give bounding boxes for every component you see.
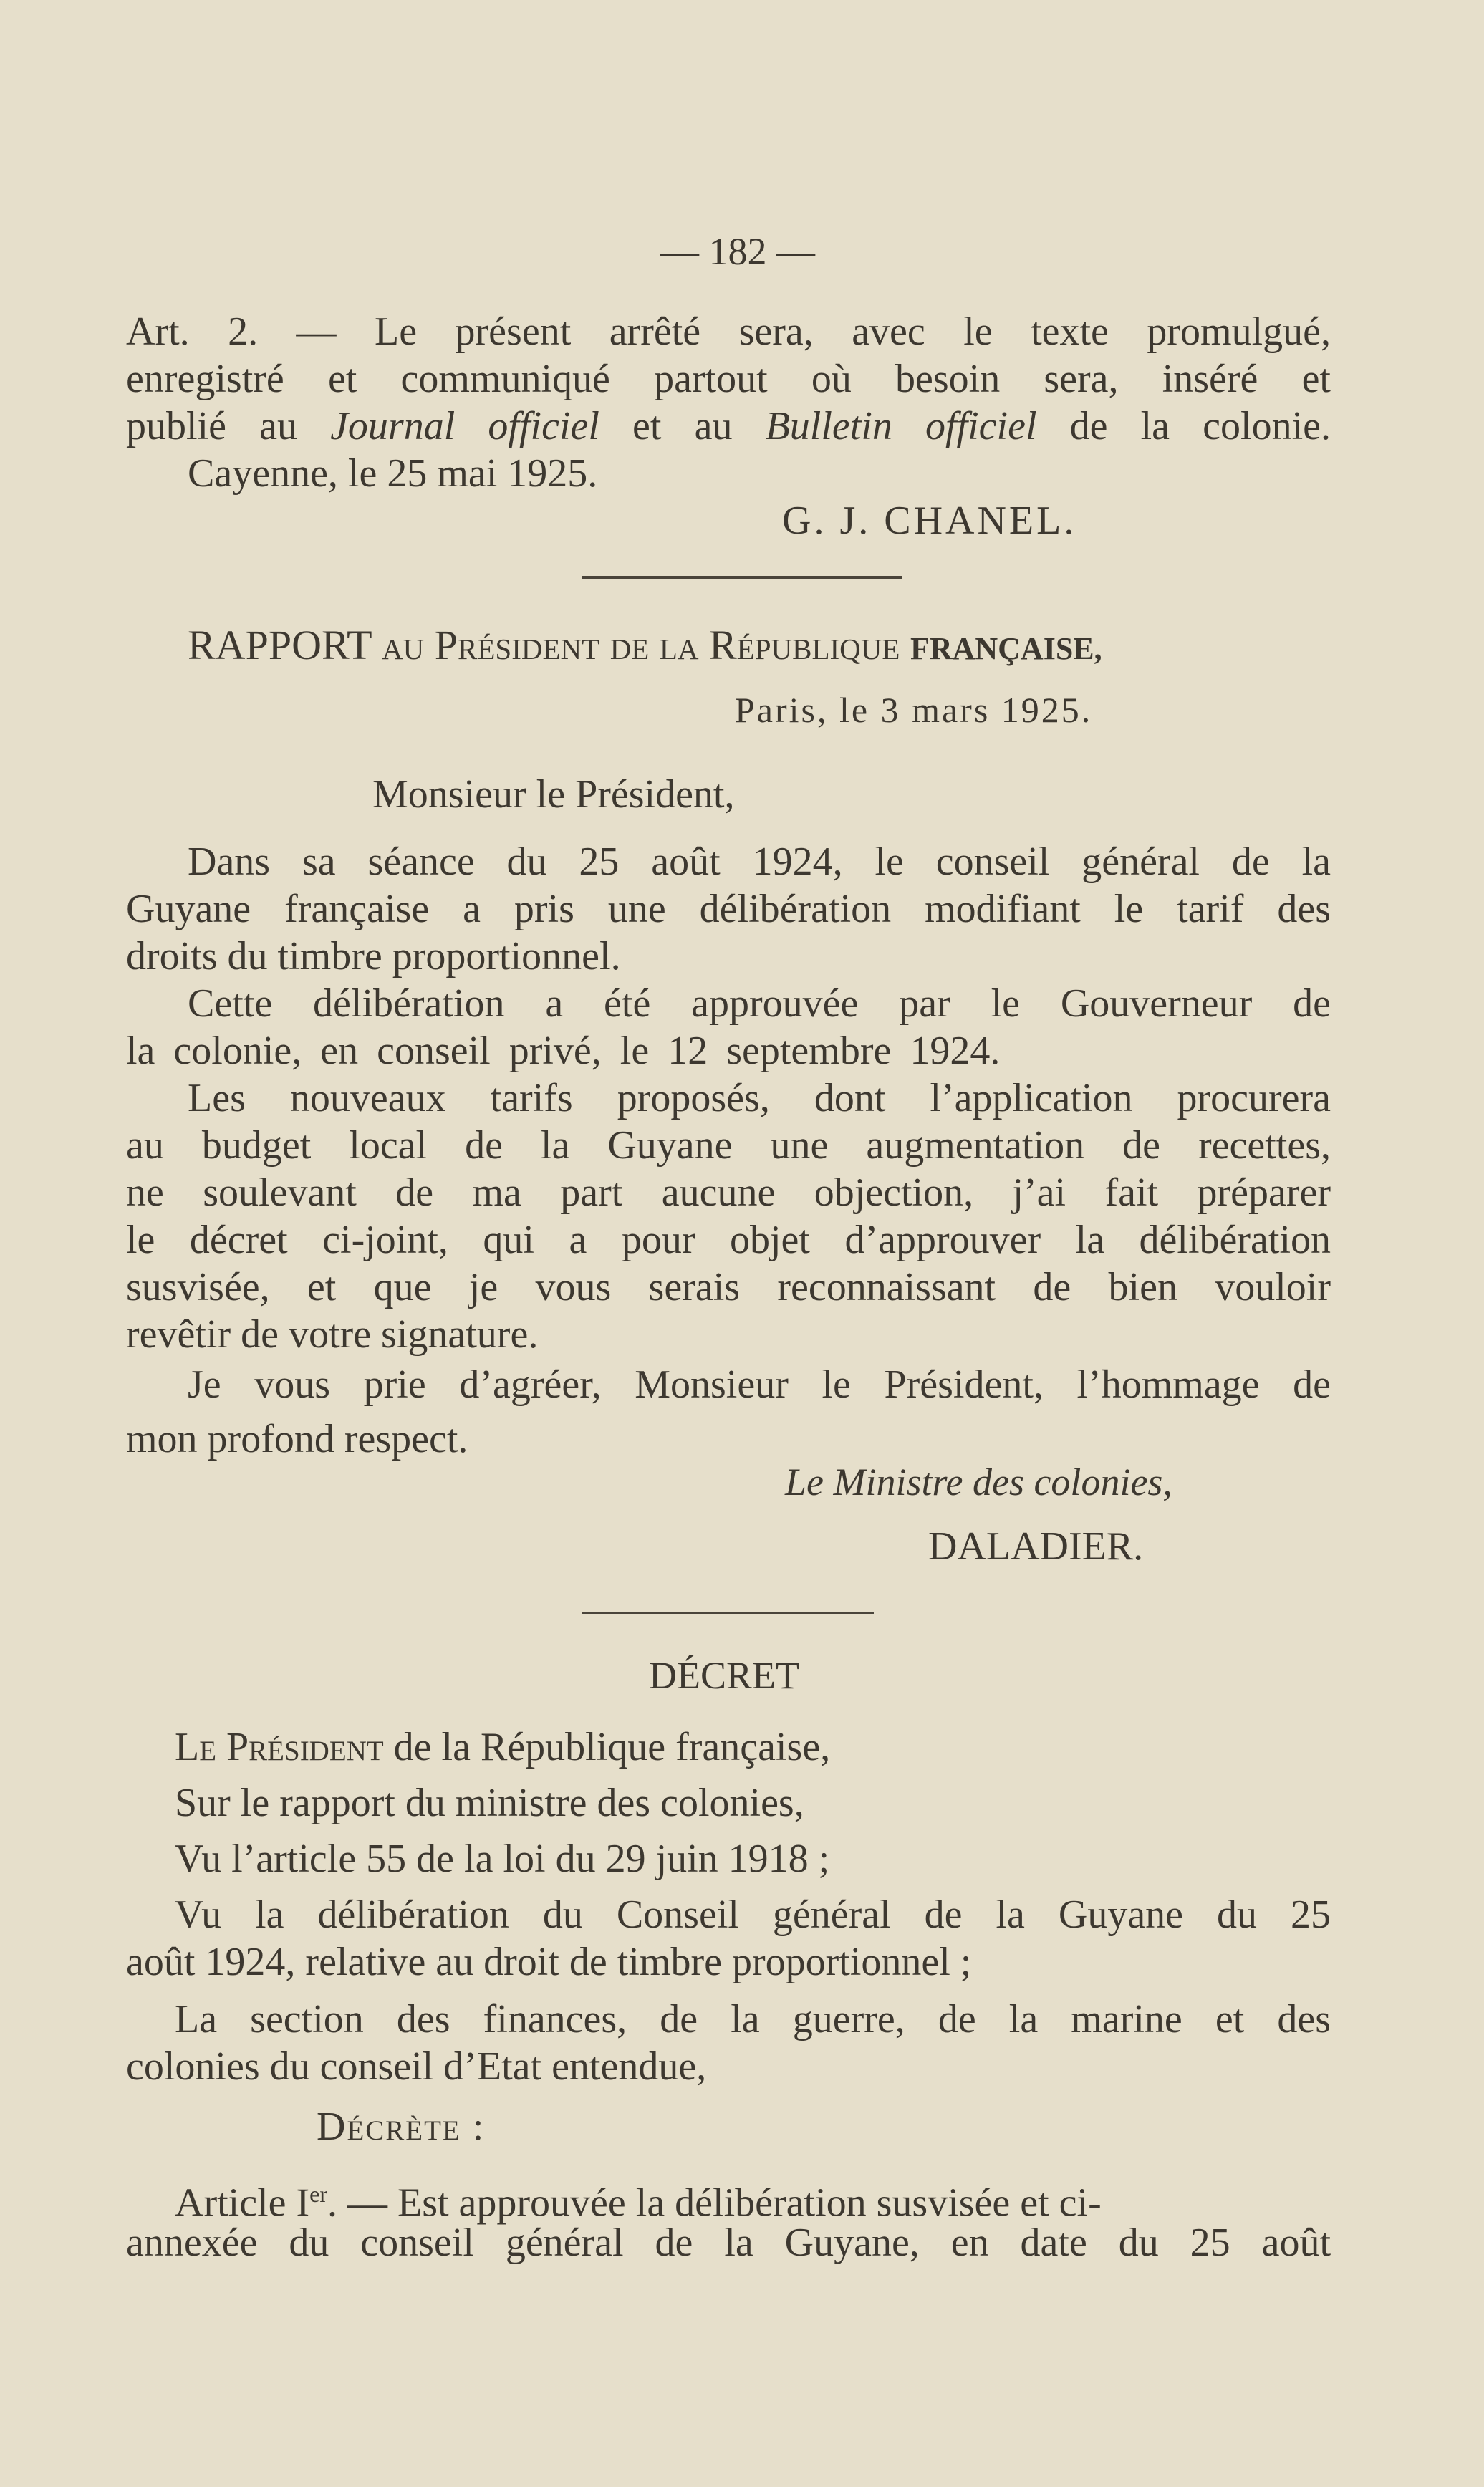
art2-line-2: enregistré et communiqué partout où besoin sera, inséré et <box>126 357 1331 401</box>
art2-place-date: Cayenne, le 25 mai 1925. <box>188 451 598 496</box>
decret-president: Le Président de la République française, <box>175 1725 831 1769</box>
rapport-line-5: la colonie, en conseil privé, le 12 septembre 1924. <box>126 1029 1001 1073</box>
journal-officiel-ref: Journal officiel <box>330 404 599 448</box>
decret-line-2: Vu l’article 55 de la loi du 29 juin 1918 ; <box>175 1837 830 1881</box>
separator-rule-1 <box>582 576 902 579</box>
rapport-signer-title: Le Ministre des colonies, <box>785 1461 1172 1504</box>
art2-line-1: Art. 2. — Le présent arrêté sera, avec le texte promulgué, <box>126 309 1331 354</box>
rapport-date: Paris, le 3 mars 1925. <box>735 690 1093 730</box>
rapport-line-12: Je vous prie d’agréer, Monsieur le Président, l’hommage de <box>188 1362 1331 1407</box>
rapport-line-8: ne soulevant de ma part aucune objection, j’ai fait préparer <box>126 1170 1331 1215</box>
decret-line-6: colonies du conseil d’Etat entendue, <box>126 2044 707 2089</box>
decret-line-1: Sur le rapport du ministre des colonies, <box>175 1781 804 1825</box>
decret-line-4: août 1924, relative au droit de timbre proportionnel ; <box>126 1940 972 1984</box>
rapport-line-6: Les nouveaux tarifs proposés, dont l’application procurera <box>188 1076 1331 1120</box>
rapport-line-7: au budget local de la Guyane une augmentation de recettes, <box>126 1123 1331 1168</box>
decret-article-1: Article Ier. — Est approuvée la délibération susvisée et ci- <box>175 2180 1102 2226</box>
bulletin-officiel-ref: Bulletin officiel <box>765 404 1037 448</box>
rapport-line-4: Cette délibération a été approuvée par le Gouverneur de <box>188 981 1331 1026</box>
rapport-line-13: mon profond respect. <box>126 1417 468 1461</box>
decret-line-3: Vu la délibération du Conseil général de la Guyane du 25 <box>175 1892 1331 1937</box>
rapport-line-9: le décret ci-joint, qui a pour objet d’approuver la délibération <box>126 1218 1331 1262</box>
separator-rule-2 <box>582 1612 874 1614</box>
rapport-heading: RAPPORT au Président de la République FRANÇAISE, <box>188 622 1102 668</box>
decret-title: DÉCRET <box>649 1654 799 1697</box>
decret-decrete: Décrète : <box>317 2104 486 2149</box>
rapport-salutation: Monsieur le Président, <box>372 772 735 817</box>
rapport-signer-name: DALADIER. <box>928 1524 1144 1569</box>
rapport-line-10: susvisée, et que je vous serais reconnaissant de bien vouloir <box>126 1265 1331 1309</box>
art2-signature: G. J. CHANEL. <box>782 499 1077 543</box>
rapport-line-3: droits du timbre proportionnel. <box>126 934 621 978</box>
decret-line-5: La section des finances, de la guerre, de la marine et des <box>175 1997 1331 2041</box>
rapport-line-2: Guyane française a pris une délibération modifiant le tarif des <box>126 887 1331 931</box>
page-number: — 182 — <box>660 230 815 273</box>
decret-article-1-line-2: annexée du conseil général de la Guyane, en date du 25 août <box>126 2221 1331 2265</box>
rapport-line-11: revêtir de votre signature. <box>126 1312 539 1357</box>
art2-line-3: publié au Journal officiel et au Bulletin officiel de la colonie. <box>126 404 1331 448</box>
rapport-line-1: Dans sa séance du 25 août 1924, le conseil général de la <box>188 840 1331 884</box>
